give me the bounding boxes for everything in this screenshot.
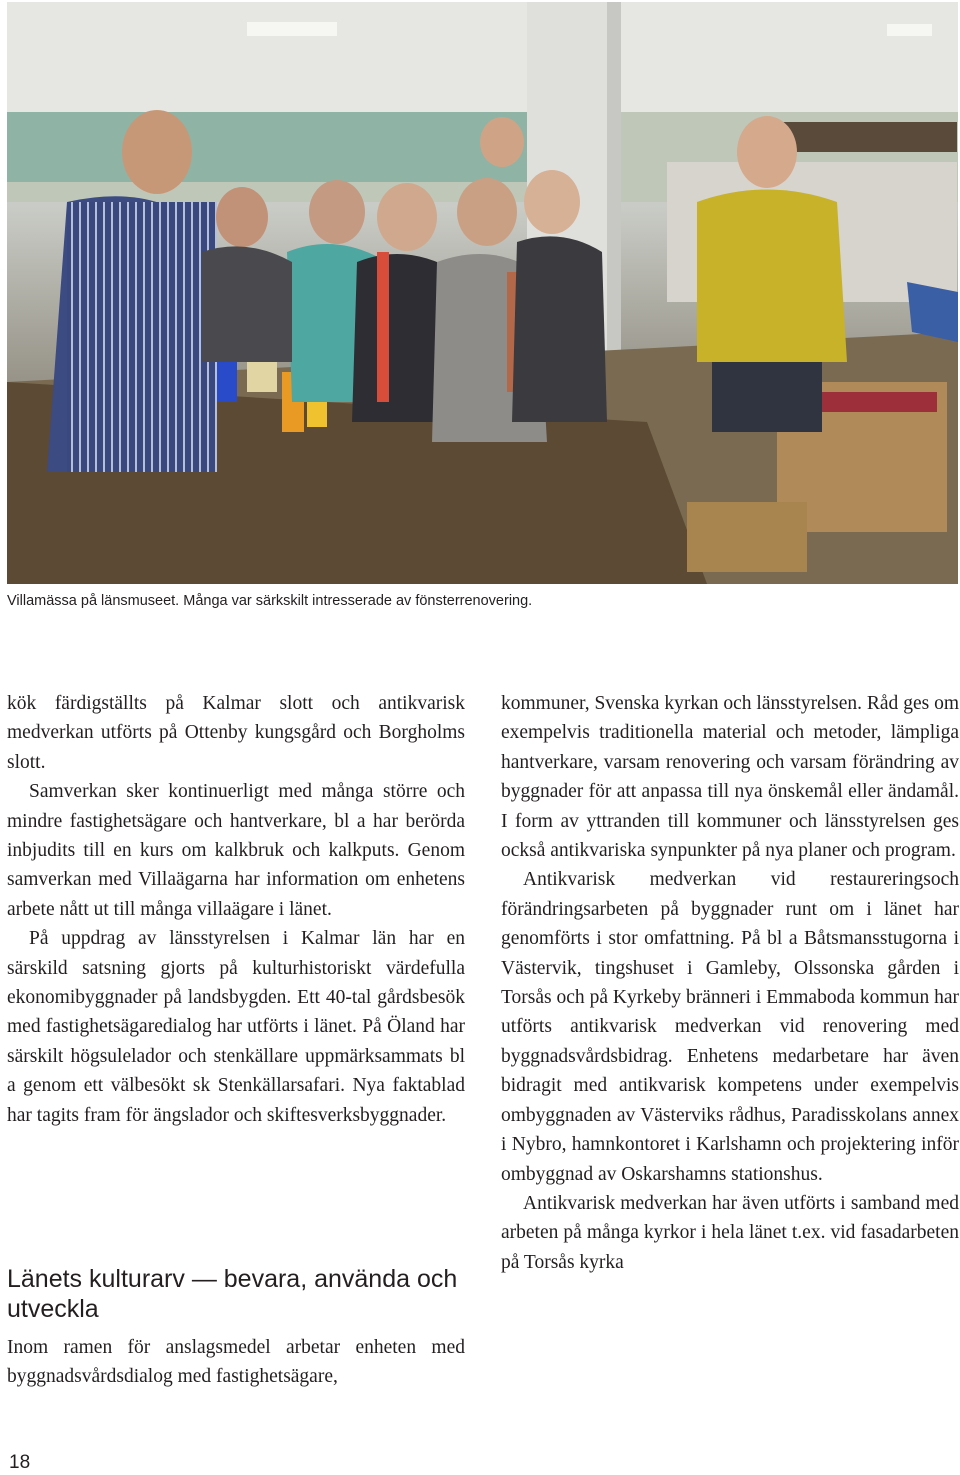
left-column	[7, 689, 465, 1130]
event-photo	[7, 2, 958, 584]
page-number: 18	[9, 1452, 31, 1473]
paragraph: kök färdigställts på Kalmar slott och antikvarisk medverkan utförts på Ottenby kungsgård och Borgholms slott.	[7, 693, 465, 773]
paragraph: kommuner, Svenska kyrkan och länsstyrelsen. Råd ges om exempelvis traditionella material och metoder, lämpliga hantverkare, varsam renovering och varsam förändring av byggnader för att anpassa till nya önskemål eller ändamål. I form av yttranden till kommuner och länsstyrelsen ges också antikvariska synpunkter på nya planer och program.	[501, 693, 959, 862]
paragraph: Samverkan sker kontinuerligt med många större och mindre fastighetsägare och hantverkare, bl a har berörda inbjudits till en kurs om kalkbruk och kalkputs. Genom samverkan med Villaägarna har information om enhetens arbete nått ut till många villaägare i länet.	[7, 781, 465, 920]
right-column	[501, 689, 959, 1277]
paragraph: På uppdrag av länsstyrelsen i Kalmar län har en särskild satsning gjorts på kulturhistoriskt värdefulla ekonomibyggnader på landsbygden. Ett 40-tal gårdsbesök med fastighetsägaredialog har utförts i länet. På Öland har särskilt högsulelador och stenkällare uppmärksammats bl a genom ett välbesökt sk Stenkällarsafari. Nya faktablad har tagits fram för ängslador och skiftesverksbyggnader.	[7, 928, 465, 1126]
section-heading: Länets kulturarv — bevara, använda och utveckla	[7, 1265, 458, 1323]
paragraph: Inom ramen för anslagsmedel arbetar enheten med byggnadsvårdsdialog med fastighetsägare,	[7, 1337, 465, 1388]
paragraph: Antikvarisk medverkan vid restaureringsoch förändringsarbeten på byggnader runt om i länet har genomförts i stor omfattning. På bl a Båtsmansstugorna i Västervik, tingshuset i Gamleby, Olssonska gården i Torsås och på Kyrkeby bränneri i Emmaboda kommun har utförts antikvarisk medverkan vid renovering med byggnadsvårdsbidrag. Enhetens medarbetare har även bidragit med antikvarisk kompetens under exempelvis ombyggnaden av Västerviks rådhus, Paradisskolans annex i Nybro, hamnkontoret i Karlshamn och projektering inför ombyggnad av Oskarshamns stationshus.	[501, 869, 959, 1185]
photo-caption: Villamässa på länsmuseet. Många var särkskilt intresserade av fönsterrenovering.	[7, 593, 533, 609]
section-intro	[7, 1333, 465, 1392]
photo-illustration	[7, 2, 958, 584]
paragraph: Antikvarisk medverkan har även utförts i samband med arbeten på många kyrkor i hela länet t.ex. vid fasadarbeten på Torsås kyrka	[501, 1192, 959, 1273]
